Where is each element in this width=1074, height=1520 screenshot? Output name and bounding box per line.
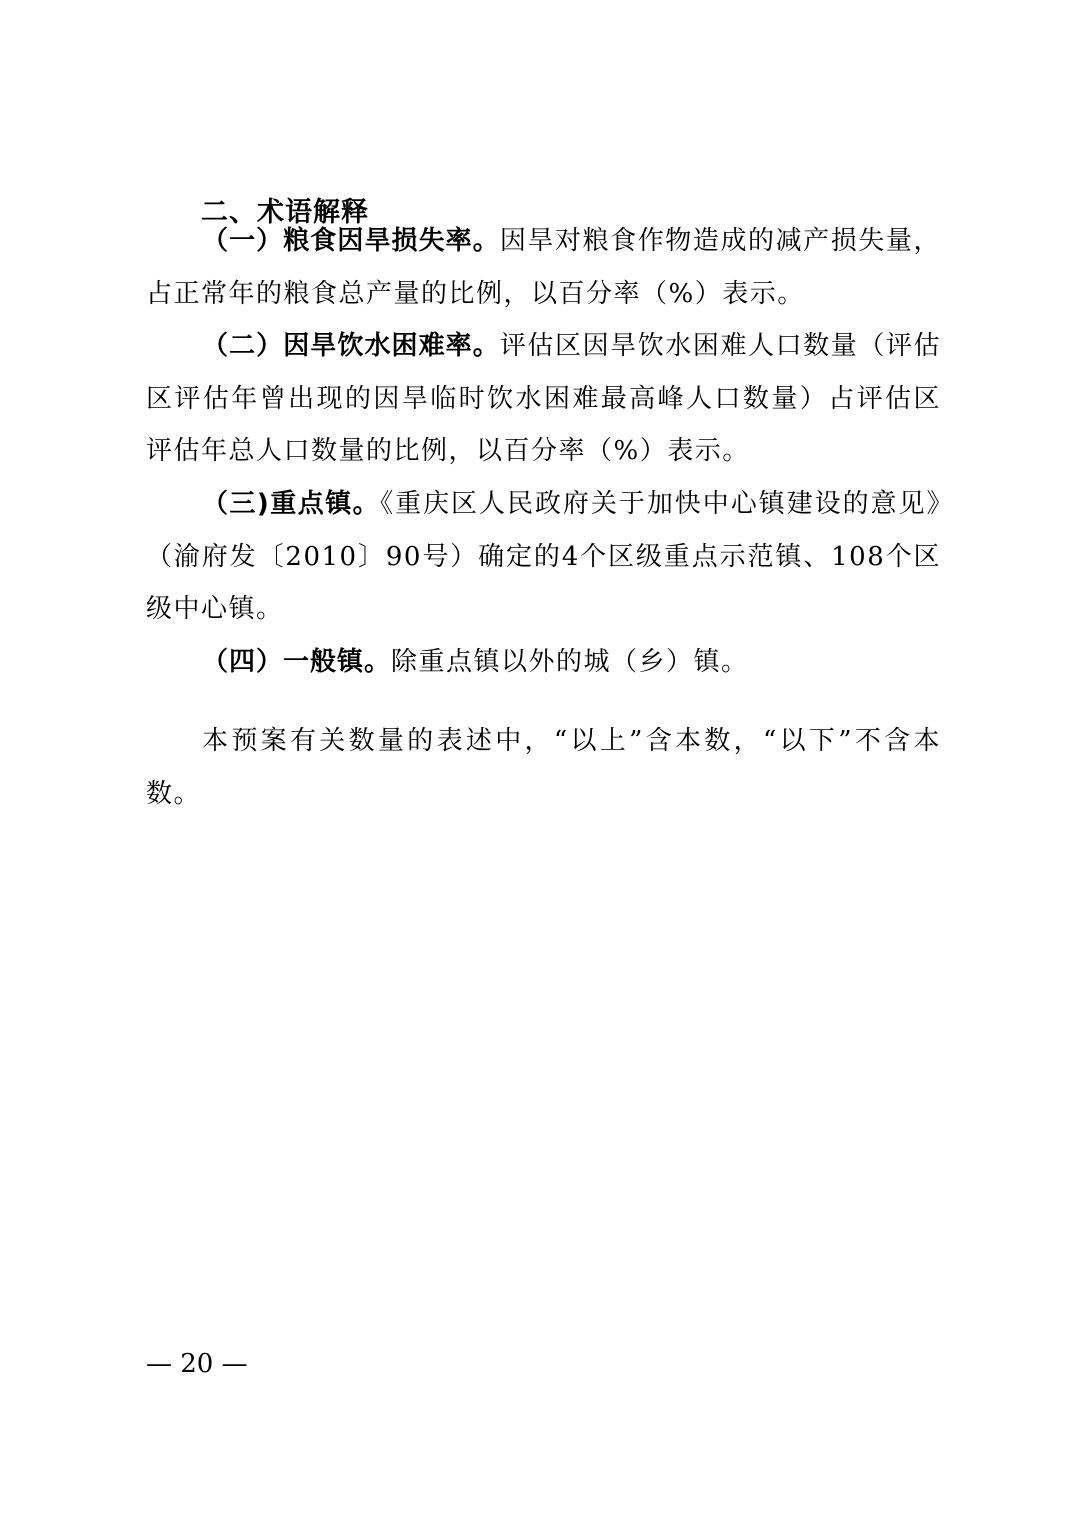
term-1: （一）粮食因旱损失率。 <box>202 226 500 256</box>
definition-1: 因旱对粮食作物造成的减产损失量，占正常年的粮食总产量的比例，以百分率（%）表示。 <box>146 226 941 309</box>
note-paragraph: 本预案有关数量的表述中，“以上”含本数，“以下”不含本数。 <box>146 726 941 809</box>
term-3: （三)重点镇。 <box>202 489 381 519</box>
definition-3: 《重庆区人民政府关于加快中心镇建设的意见》（渝府发〔2010〕90号）确定的4个区级重点示范镇、108个区级中心镇。 <box>146 489 941 624</box>
section-heading: 二、术语解释 <box>201 197 369 228</box>
definition-paragraph-4 <box>146 636 941 689</box>
page-number: — 20 — <box>146 1349 248 1379</box>
definition-4: 除重点镇以外的城（乡）镇。 <box>391 647 749 677</box>
definition-2: 评估区因旱饮水困难人口数量（评估区评估年曾出现的因旱临时饮水困难最高峰人口数量）占评估区评估年总人口数量的比例，以百分率（%）表示。 <box>146 331 941 466</box>
definition-paragraph-2 <box>146 320 941 478</box>
definition-paragraph-3 <box>146 478 941 636</box>
term-4: （四）一般镇。 <box>202 647 392 677</box>
definition-paragraph-1 <box>146 215 941 320</box>
term-2: （二）因旱饮水困难率。 <box>202 331 500 361</box>
